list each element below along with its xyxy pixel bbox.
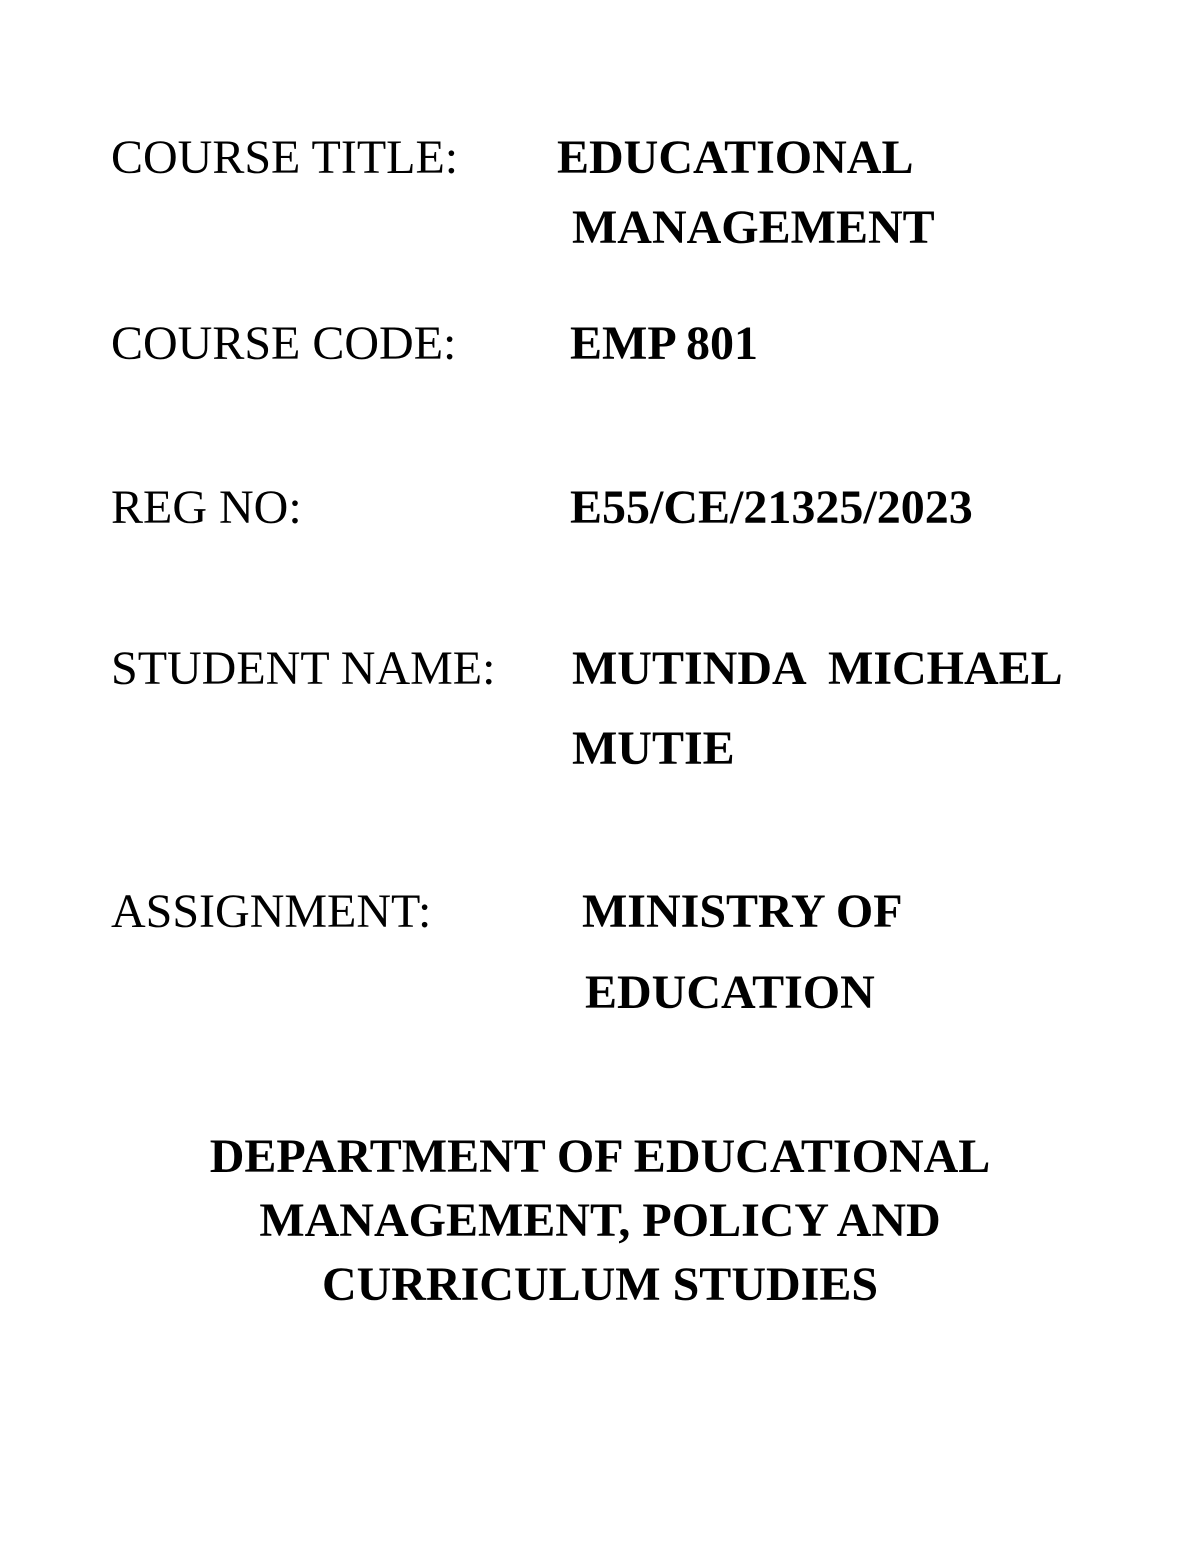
reg-no-label: REG NO: — [111, 481, 302, 534]
course-title-label: COURSE TITLE: — [111, 131, 459, 184]
department-heading — [0, 1125, 1200, 1317]
assignment-label: ASSIGNMENT: — [111, 885, 432, 938]
student-name-value-line1: MUTINDA MICHAEL — [572, 642, 1063, 695]
course-code-label: COURSE CODE: — [111, 317, 457, 370]
assignment-value-line1: MINISTRY OF — [582, 885, 903, 938]
assignment-value-line2: EDUCATION — [585, 966, 875, 1019]
student-name-value-line2: MUTIE — [572, 722, 735, 775]
course-code-value: EMP 801 — [570, 317, 758, 370]
department-line2: MANAGEMENT, POLICY AND — [259, 1194, 941, 1247]
course-title-value-line1: EDUCATIONAL — [557, 131, 914, 184]
reg-no-value: E55/CE/21325/2023 — [570, 481, 973, 534]
student-name-label: STUDENT NAME: — [111, 642, 496, 695]
course-title-value-line2: MANAGEMENT — [572, 201, 935, 254]
department-line3: CURRICULUM STUDIES — [321, 1258, 879, 1311]
department-line1: DEPARTMENT OF EDUCATIONAL — [209, 1130, 991, 1183]
